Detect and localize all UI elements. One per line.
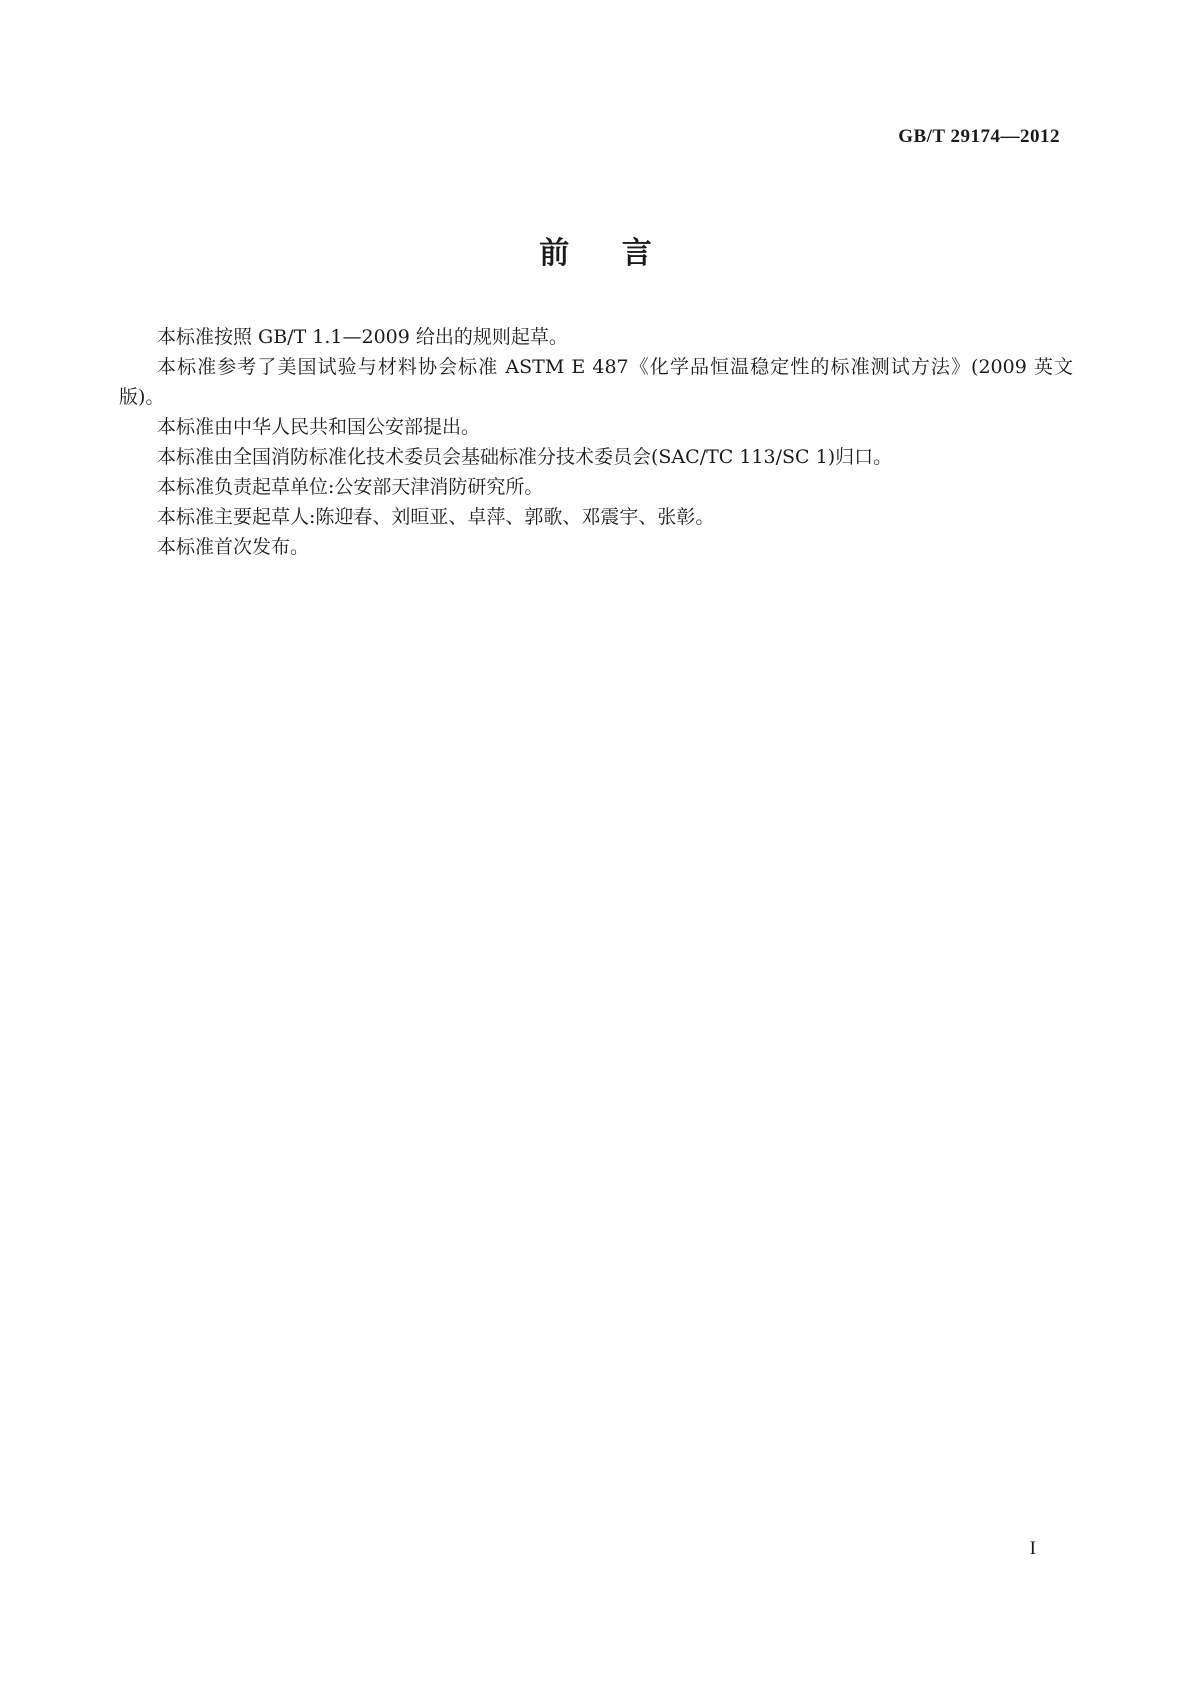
paragraph-technical-committee: 本标准由全国消防标准化技术委员会基础标准分技术委员会(SAC/TC 113/SC 1)归口。 (157, 446, 893, 468)
page-title: 前 言 (539, 236, 652, 271)
paragraph-drafting-rules: 本标准按照 GB/T 1.1—2009 给出的规则起草。 (157, 326, 568, 348)
page-number: I (1029, 1538, 1036, 1559)
standard-number: GB/T 29174—2012 (898, 126, 1060, 147)
paragraph-drafters: 本标准主要起草人:陈迎春、刘晅亚、卓萍、郭歌、邓震宇、张彰。 (157, 506, 715, 528)
foreword-body (119, 322, 1073, 562)
paragraph-reference-standard: 本标准参考了美国试验与材料协会标准 ASTM E 487《化学品恒温稳定性的标准测试方法》(2009 英文版)。 (119, 356, 1073, 408)
paragraph-drafting-unit: 本标准负责起草单位:公安部天津消防研究所。 (157, 476, 544, 498)
paragraph-first-release: 本标准首次发布。 (157, 536, 310, 558)
paragraph-proposer: 本标准由中华人民共和国公安部提出。 (157, 416, 481, 438)
